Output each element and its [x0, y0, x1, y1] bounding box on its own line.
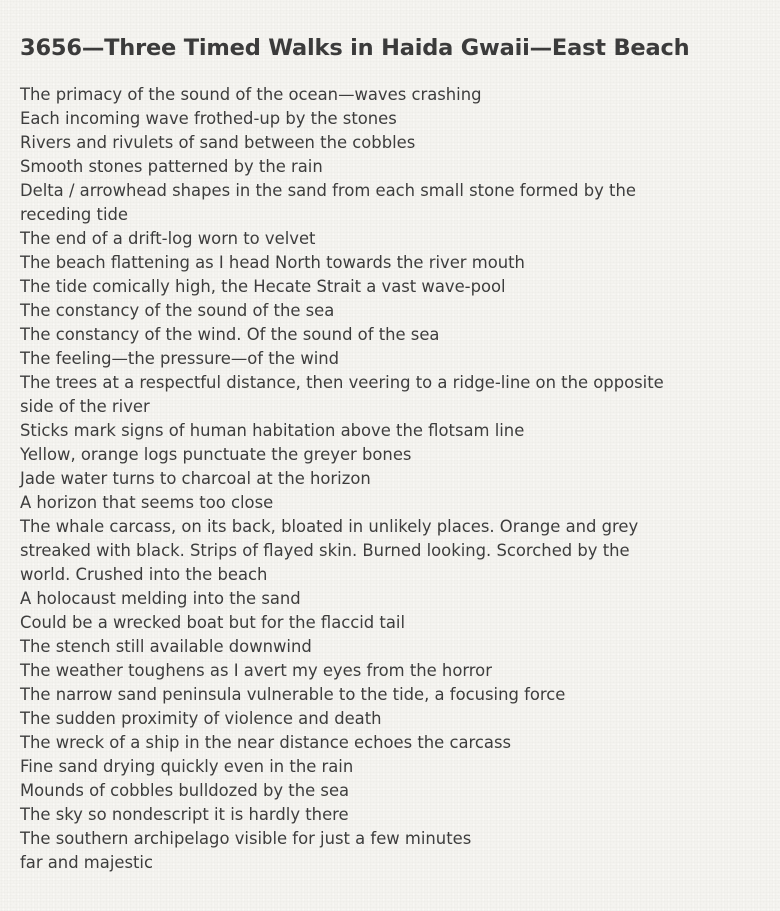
poem-line: The weather toughens as I avert my eyes from the horror — [20, 661, 492, 680]
poem-lines — [20, 83, 760, 875]
poem-line: Smooth stones patterned by the rain — [20, 157, 323, 176]
poem-line: The whale carcass, on its back, bloated in unlikely places. Orange and grey streaked with black. Strips of flayed skin. Burned looking. Scorched by the world. Crushed into the beach — [20, 517, 639, 584]
poem-line: Yellow, orange logs punctuate the greyer bones — [20, 445, 412, 464]
poem-line: Sticks mark signs of human habitation above the flotsam line — [20, 421, 525, 440]
poem-line: The southern archipelago visible for just a few minutes — [20, 829, 472, 848]
poem-line: The primacy of the sound of the ocean—waves crashing — [20, 85, 482, 104]
poem-line: Rivers and rivulets of sand between the cobbles — [20, 133, 416, 152]
poem-line: The constancy of the sound of the sea — [20, 301, 335, 320]
poem-line: The trees at a respectful distance, then veering to a ridge-line on the opposite side of the river — [20, 373, 664, 416]
poem-line: The constancy of the wind. Of the sound of the sea — [20, 325, 440, 344]
poem-line: Mounds of cobbles bulldozed by the sea — [20, 781, 350, 800]
poem-line: A horizon that seems too close — [20, 493, 274, 512]
poem-line: The beach flattening as I head North towards the river mouth — [20, 253, 525, 272]
poem-line: The tide comically high, the Hecate Strait a vast wave-pool — [20, 277, 506, 296]
poem-line: The stench still available downwind — [20, 637, 312, 656]
poem-line: Jade water turns to charcoal at the horizon — [20, 469, 371, 488]
note-title: 3656—Three Timed Walks in Haida Gwaii—East Beach — [20, 35, 690, 61]
poem-line: Each incoming wave frothed-up by the stones — [20, 109, 397, 128]
note-body — [20, 30, 760, 875]
poem-line: far and majestic — [20, 853, 153, 872]
poem-line: Fine sand drying quickly even in the rain — [20, 757, 354, 776]
poem-line: Delta / arrowhead shapes in the sand from each small stone formed by the receding tide — [20, 181, 636, 224]
poem-line: A holocaust melding into the sand — [20, 589, 301, 608]
poem-line: The sudden proximity of violence and death — [20, 709, 382, 728]
poem-line: The end of a drift-log worn to velvet — [20, 229, 316, 248]
poem-line: The narrow sand peninsula vulnerable to the tide, a focusing force — [20, 685, 566, 704]
poem-line: Could be a wrecked boat but for the flaccid tail — [20, 613, 406, 632]
poem-line: The wreck of a ship in the near distance echoes the carcass — [20, 733, 512, 752]
poem-line: The feeling—the pressure—of the wind — [20, 349, 340, 368]
poem-line: The sky so nondescript it is hardly there — [20, 805, 349, 824]
